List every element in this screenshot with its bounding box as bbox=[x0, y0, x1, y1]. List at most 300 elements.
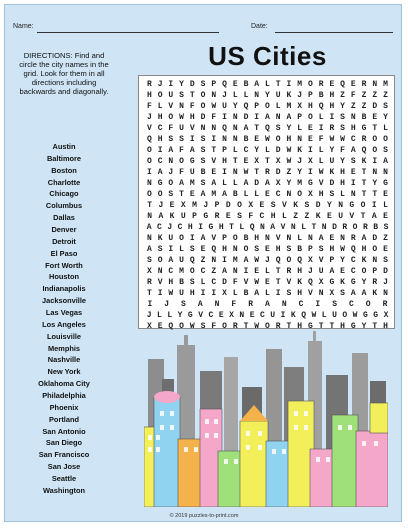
grid-letter[interactable]: O bbox=[200, 91, 206, 100]
grid-letter[interactable]: U bbox=[189, 168, 195, 177]
grid-letter[interactable]: E bbox=[254, 135, 260, 144]
grid-letter[interactable]: H bbox=[222, 245, 227, 254]
grid-letter[interactable]: C bbox=[211, 278, 217, 287]
grid-letter[interactable]: I bbox=[275, 289, 281, 298]
grid-letter[interactable]: S bbox=[383, 256, 388, 265]
grid-letter[interactable]: O bbox=[222, 322, 227, 331]
grid-letter[interactable]: I bbox=[168, 80, 174, 89]
grid-letter[interactable]: W bbox=[243, 168, 249, 177]
grid-letter[interactable]: I bbox=[307, 168, 313, 177]
grid-letter[interactable]: P bbox=[222, 234, 227, 243]
grid-letter[interactable]: S bbox=[383, 102, 388, 111]
grid-letter[interactable]: A bbox=[318, 234, 324, 243]
grid-letter[interactable]: E bbox=[372, 113, 378, 122]
grid-letter[interactable]: A bbox=[146, 223, 152, 232]
grid-letter[interactable]: C bbox=[243, 146, 249, 155]
grid-letter[interactable]: Y bbox=[340, 256, 345, 265]
grid-letter[interactable]: T bbox=[329, 322, 335, 331]
grid-letter[interactable]: O bbox=[179, 234, 184, 243]
grid-letter[interactable]: L bbox=[265, 267, 270, 276]
grid-letter[interactable]: F bbox=[318, 135, 324, 144]
grid-letter[interactable]: A bbox=[146, 245, 152, 254]
grid-letter[interactable]: W bbox=[189, 322, 195, 331]
grid-letter[interactable]: S bbox=[254, 245, 260, 254]
grid-letter[interactable]: V bbox=[282, 201, 287, 210]
grid-letter[interactable]: W bbox=[311, 311, 317, 320]
grid-letter[interactable]: A bbox=[265, 300, 270, 309]
grid-letter[interactable]: Y bbox=[383, 113, 388, 122]
grid-letter[interactable]: A bbox=[243, 256, 249, 265]
grid-letter[interactable]: O bbox=[352, 223, 358, 232]
grid-letter[interactable]: O bbox=[265, 102, 270, 111]
grid-letter[interactable]: W bbox=[286, 157, 292, 166]
grid-letter[interactable]: R bbox=[275, 322, 281, 331]
grid-letter[interactable]: H bbox=[157, 135, 163, 144]
grid-letter[interactable]: U bbox=[338, 212, 343, 221]
grid-letter[interactable]: T bbox=[211, 146, 217, 155]
grid-letter[interactable]: T bbox=[275, 80, 281, 89]
grid-letter[interactable]: H bbox=[286, 135, 292, 144]
grid-letter[interactable]: A bbox=[286, 113, 292, 122]
grid-letter[interactable]: J bbox=[297, 157, 303, 166]
grid-letter[interactable]: O bbox=[157, 256, 163, 265]
grid-letter[interactable]: V bbox=[211, 157, 217, 166]
grid-letter[interactable]: H bbox=[340, 179, 345, 188]
grid-letter[interactable]: A bbox=[270, 223, 276, 232]
grid-letter[interactable]: Q bbox=[265, 124, 270, 133]
grid-letter[interactable]: S bbox=[200, 135, 206, 144]
grid-letter[interactable]: E bbox=[326, 212, 332, 221]
grid-letter[interactable]: Y bbox=[179, 80, 184, 89]
grid-letter[interactable]: X bbox=[275, 157, 281, 166]
grid-letter[interactable]: I bbox=[371, 201, 377, 210]
grid-letter[interactable]: I bbox=[157, 289, 163, 298]
grid-letter[interactable]: Q bbox=[243, 102, 249, 111]
grid-letter[interactable]: X bbox=[254, 157, 260, 166]
grid-letter[interactable]: N bbox=[372, 256, 378, 265]
grid-letter[interactable]: T bbox=[286, 322, 292, 331]
grid-letter[interactable]: L bbox=[232, 179, 238, 188]
grid-letter[interactable]: H bbox=[297, 322, 303, 331]
grid-letter[interactable]: W bbox=[179, 113, 184, 122]
grid-letter[interactable]: G bbox=[208, 223, 214, 232]
grid-letter[interactable]: K bbox=[340, 278, 345, 287]
grid-letter[interactable]: S bbox=[286, 245, 292, 254]
grid-letter[interactable]: D bbox=[332, 223, 337, 232]
grid-letter[interactable]: R bbox=[329, 124, 335, 133]
grid-letter[interactable]: W bbox=[254, 322, 260, 331]
grid-letter[interactable]: E bbox=[340, 267, 345, 276]
grid-letter[interactable]: T bbox=[361, 190, 367, 199]
grid-letter[interactable]: I bbox=[318, 124, 324, 133]
grid-letter[interactable]: J bbox=[203, 201, 209, 210]
grid-letter[interactable]: V bbox=[280, 223, 286, 232]
grid-letter[interactable]: L bbox=[254, 190, 260, 199]
grid-letter[interactable]: U bbox=[168, 234, 174, 243]
grid-letter[interactable]: J bbox=[168, 168, 174, 177]
grid-letter[interactable]: X bbox=[146, 267, 152, 276]
grid-letter[interactable]: G bbox=[157, 179, 163, 188]
grid-letter[interactable]: M bbox=[383, 80, 388, 89]
grid-letter[interactable]: N bbox=[260, 223, 265, 232]
grid-letter[interactable]: I bbox=[146, 168, 152, 177]
grid-letter[interactable]: O bbox=[265, 322, 270, 331]
grid-letter[interactable]: N bbox=[232, 168, 238, 177]
grid-letter[interactable]: N bbox=[211, 256, 217, 265]
grid-letter[interactable]: L bbox=[275, 102, 281, 111]
grid-letter[interactable]: O bbox=[146, 190, 152, 199]
grid-letter[interactable]: N bbox=[290, 223, 296, 232]
grid-letter[interactable]: O bbox=[372, 135, 378, 144]
grid-letter[interactable]: T bbox=[372, 190, 378, 199]
grid-letter[interactable]: P bbox=[372, 267, 378, 276]
grid-letter[interactable]: W bbox=[318, 168, 324, 177]
grid-letter[interactable]: Y bbox=[232, 102, 238, 111]
grid-letter[interactable]: N bbox=[372, 80, 378, 89]
grid-letter[interactable]: X bbox=[275, 179, 281, 188]
grid-letter[interactable]: R bbox=[146, 278, 152, 287]
grid-letter[interactable]: O bbox=[297, 190, 303, 199]
grid-letter[interactable]: B bbox=[297, 245, 303, 254]
grid-letter[interactable]: O bbox=[360, 201, 366, 210]
grid-letter[interactable]: E bbox=[383, 212, 388, 221]
grid-letter[interactable]: K bbox=[293, 201, 299, 210]
grid-letter[interactable]: U bbox=[270, 311, 276, 320]
grid-letter[interactable]: I bbox=[198, 223, 204, 232]
grid-letter[interactable]: V bbox=[189, 124, 195, 133]
grid-letter[interactable]: S bbox=[168, 190, 174, 199]
grid-letter[interactable]: O bbox=[157, 91, 163, 100]
grid-letter[interactable]: U bbox=[179, 256, 184, 265]
grid-letter[interactable]: U bbox=[180, 212, 186, 221]
grid-letter[interactable]: L bbox=[297, 124, 303, 133]
grid-letter[interactable]: E bbox=[265, 190, 270, 199]
grid-letter[interactable]: L bbox=[232, 91, 238, 100]
grid-letter[interactable]: I bbox=[147, 300, 153, 309]
grid-letter[interactable]: E bbox=[350, 80, 356, 89]
grid-letter[interactable]: B bbox=[179, 278, 184, 287]
grid-letter[interactable]: R bbox=[362, 223, 368, 232]
grid-letter[interactable]: U bbox=[318, 267, 324, 276]
grid-letter[interactable]: A bbox=[200, 190, 206, 199]
grid-letter[interactable]: Z bbox=[372, 91, 378, 100]
grid-letter[interactable]: E bbox=[169, 201, 175, 210]
grid-letter[interactable]: I bbox=[329, 113, 335, 122]
grid-letter[interactable]: X bbox=[318, 278, 324, 287]
grid-letter[interactable]: A bbox=[222, 267, 227, 276]
grid-letter[interactable]: P bbox=[307, 245, 313, 254]
grid-letter[interactable]: A bbox=[158, 212, 164, 221]
grid-letter[interactable]: Y bbox=[340, 102, 345, 111]
grid-letter[interactable]: H bbox=[275, 245, 281, 254]
grid-letter[interactable]: M bbox=[211, 190, 217, 199]
grid-letter[interactable]: S bbox=[146, 256, 152, 265]
grid-letter[interactable]: G bbox=[350, 278, 356, 287]
grid-letter[interactable]: N bbox=[239, 311, 245, 320]
grid-letter[interactable]: E bbox=[329, 80, 335, 89]
grid-letter[interactable]: E bbox=[259, 201, 265, 210]
grid-letter[interactable]: C bbox=[349, 300, 354, 309]
grid-letter[interactable]: Z bbox=[304, 212, 310, 221]
grid-letter[interactable]: O bbox=[189, 267, 195, 276]
grid-letter[interactable]: J bbox=[164, 300, 170, 309]
grid-letter[interactable]: A bbox=[361, 289, 367, 298]
grid-letter[interactable]: J bbox=[167, 223, 173, 232]
grid-letter[interactable]: A bbox=[243, 179, 249, 188]
grid-letter[interactable]: Q bbox=[211, 245, 217, 254]
grid-letter[interactable]: T bbox=[146, 289, 152, 298]
grid-letter[interactable]: T bbox=[243, 322, 249, 331]
grid-letter[interactable]: D bbox=[254, 179, 260, 188]
grid-letter[interactable]: C bbox=[260, 311, 265, 320]
grid-letter[interactable]: E bbox=[200, 245, 206, 254]
grid-letter[interactable]: W bbox=[352, 311, 358, 320]
grid-letter[interactable]: X bbox=[222, 289, 227, 298]
grid-letter[interactable]: K bbox=[329, 168, 335, 177]
grid-letter[interactable]: O bbox=[383, 135, 388, 144]
grid-letter[interactable]: I bbox=[315, 300, 321, 309]
grid-letter[interactable]: F bbox=[211, 322, 217, 331]
grid-letter[interactable]: D bbox=[275, 168, 281, 177]
grid-letter[interactable]: S bbox=[200, 80, 206, 89]
grid-letter[interactable]: A bbox=[200, 234, 206, 243]
grid-letter[interactable]: S bbox=[237, 212, 242, 221]
grid-letter[interactable]: C bbox=[168, 267, 174, 276]
grid-letter[interactable]: K bbox=[372, 289, 378, 298]
grid-letter[interactable]: N bbox=[286, 234, 292, 243]
grid-letter[interactable]: Q bbox=[307, 278, 313, 287]
grid-letter[interactable]: N bbox=[146, 234, 152, 243]
grid-letter[interactable]: R bbox=[372, 278, 378, 287]
grid-letter[interactable]: N bbox=[200, 124, 206, 133]
grid-letter[interactable]: M bbox=[179, 267, 184, 276]
grid-letter[interactable]: V bbox=[275, 234, 281, 243]
grid-letter[interactable]: G bbox=[350, 322, 356, 331]
grid-letter[interactable]: W bbox=[340, 135, 345, 144]
grid-letter[interactable]: L bbox=[200, 278, 206, 287]
grid-letter[interactable]: S bbox=[157, 245, 163, 254]
grid-letter[interactable]: R bbox=[318, 80, 324, 89]
grid-letter[interactable]: L bbox=[243, 91, 249, 100]
grid-letter[interactable]: N bbox=[383, 289, 388, 298]
grid-letter[interactable]: T bbox=[360, 212, 366, 221]
grid-letter[interactable]: J bbox=[146, 113, 152, 122]
grid-letter[interactable]: T bbox=[318, 322, 324, 331]
grid-letter[interactable]: C bbox=[157, 223, 162, 232]
grid-letter[interactable]: K bbox=[361, 157, 367, 166]
grid-letter[interactable]: E bbox=[350, 168, 356, 177]
grid-letter[interactable]: R bbox=[350, 234, 356, 243]
grid-letter[interactable]: T bbox=[232, 157, 238, 166]
grid-letter[interactable]: A bbox=[243, 124, 249, 133]
grid-letter[interactable]: H bbox=[189, 113, 195, 122]
grid-letter[interactable]: A bbox=[371, 212, 377, 221]
grid-letter[interactable]: C bbox=[157, 124, 163, 133]
grid-letter[interactable]: E bbox=[329, 234, 335, 243]
grid-letter[interactable]: L bbox=[340, 190, 345, 199]
grid-letter[interactable]: L bbox=[318, 146, 324, 155]
grid-letter[interactable]: V bbox=[318, 256, 324, 265]
grid-letter[interactable]: Q bbox=[222, 80, 227, 89]
grid-letter[interactable]: X bbox=[307, 157, 313, 166]
grid-letter[interactable]: N bbox=[222, 135, 227, 144]
grid-letter[interactable]: X bbox=[229, 311, 234, 320]
grid-letter[interactable]: J bbox=[146, 311, 152, 320]
grid-letter[interactable]: S bbox=[275, 124, 281, 133]
grid-letter[interactable]: T bbox=[361, 168, 367, 177]
grid-letter[interactable]: N bbox=[232, 245, 238, 254]
grid-letter[interactable]: Z bbox=[350, 102, 356, 111]
grid-letter[interactable]: O bbox=[168, 113, 174, 122]
grid-letter[interactable]: G bbox=[383, 179, 388, 188]
grid-letter[interactable]: H bbox=[340, 322, 345, 331]
grid-letter[interactable]: L bbox=[167, 311, 173, 320]
grid-letter[interactable]: G bbox=[203, 212, 209, 221]
grid-letter[interactable]: L bbox=[321, 311, 327, 320]
grid-letter[interactable]: B bbox=[318, 91, 324, 100]
grid-letter[interactable]: J bbox=[297, 91, 303, 100]
grid-letter[interactable]: I bbox=[200, 289, 206, 298]
grid-letter[interactable]: N bbox=[286, 190, 292, 199]
grid-letter[interactable]: V bbox=[198, 311, 204, 320]
grid-letter[interactable]: H bbox=[350, 124, 356, 133]
grid-letter[interactable]: Q bbox=[340, 80, 345, 89]
grid-letter[interactable]: W bbox=[254, 278, 260, 287]
grid-letter[interactable]: I bbox=[307, 146, 313, 155]
grid-letter[interactable]: R bbox=[214, 212, 220, 221]
grid-letter[interactable]: X bbox=[307, 256, 313, 265]
grid-letter[interactable]: N bbox=[179, 102, 184, 111]
grid-letter[interactable]: A bbox=[168, 146, 174, 155]
grid-letter[interactable]: P bbox=[329, 256, 335, 265]
grid-letter[interactable]: K bbox=[297, 278, 303, 287]
grid-letter[interactable]: S bbox=[189, 278, 195, 287]
grid-letter[interactable]: G bbox=[362, 311, 368, 320]
grid-letter[interactable]: N bbox=[265, 234, 270, 243]
grid-letter[interactable]: N bbox=[350, 113, 356, 122]
grid-letter[interactable]: Q bbox=[189, 256, 195, 265]
grid-letter[interactable]: I bbox=[254, 113, 260, 122]
grid-letter[interactable]: H bbox=[340, 168, 345, 177]
grid-letter[interactable]: G bbox=[329, 278, 335, 287]
grid-letter[interactable]: V bbox=[349, 212, 355, 221]
grid-letter[interactable]: P bbox=[222, 146, 227, 155]
grid-letter[interactable]: L bbox=[265, 289, 270, 298]
grid-letter[interactable]: Q bbox=[249, 223, 255, 232]
grid-letter[interactable]: T bbox=[179, 190, 184, 199]
grid-letter[interactable]: O bbox=[237, 201, 242, 210]
grid-letter[interactable]: A bbox=[157, 168, 163, 177]
grid-letter[interactable]: O bbox=[342, 311, 348, 320]
grid-letter[interactable]: C bbox=[350, 267, 356, 276]
grid-letter[interactable]: I bbox=[372, 157, 378, 166]
grid-letter[interactable]: H bbox=[222, 157, 227, 166]
grid-letter[interactable]: R bbox=[342, 223, 348, 232]
grid-letter[interactable]: S bbox=[200, 146, 206, 155]
grid-letter[interactable]: Q bbox=[297, 256, 303, 265]
grid-letter[interactable]: R bbox=[265, 168, 270, 177]
grid-letter[interactable]: V bbox=[243, 278, 249, 287]
grid-letter[interactable]: J bbox=[265, 256, 270, 265]
grid-letter[interactable]: W bbox=[286, 146, 292, 155]
grid-letter[interactable]: E bbox=[232, 80, 238, 89]
grid-letter[interactable]: T bbox=[254, 168, 260, 177]
grid-letter[interactable]: E bbox=[157, 322, 163, 331]
grid-letter[interactable]: S bbox=[200, 322, 206, 331]
grid-letter[interactable]: H bbox=[146, 91, 152, 100]
grid-letter[interactable]: O bbox=[179, 322, 184, 331]
grid-letter[interactable]: G bbox=[189, 157, 195, 166]
grid-letter[interactable]: A bbox=[179, 179, 184, 188]
grid-letter[interactable]: B bbox=[232, 190, 238, 199]
grid-letter[interactable]: Z bbox=[340, 91, 345, 100]
grid-letter[interactable]: T bbox=[361, 179, 367, 188]
grid-letter[interactable]: I bbox=[286, 80, 292, 89]
grid-letter[interactable]: O bbox=[146, 146, 152, 155]
grid-letter[interactable]: Q bbox=[275, 256, 281, 265]
grid-letter[interactable]: N bbox=[321, 223, 327, 232]
grid-letter[interactable]: H bbox=[157, 113, 163, 122]
grid-letter[interactable]: T bbox=[189, 91, 195, 100]
grid-letter[interactable]: S bbox=[329, 190, 335, 199]
grid-letter[interactable]: L bbox=[157, 102, 163, 111]
grid-letter[interactable]: E bbox=[383, 245, 388, 254]
grid-letter[interactable]: C bbox=[298, 300, 304, 309]
grid-letter[interactable]: A bbox=[222, 190, 227, 199]
grid-letter[interactable]: L bbox=[265, 80, 270, 89]
grid-letter[interactable]: U bbox=[179, 289, 184, 298]
grid-letter[interactable]: D bbox=[383, 267, 388, 276]
grid-letter[interactable]: Z bbox=[383, 91, 388, 100]
grid-letter[interactable]: F bbox=[168, 124, 174, 133]
grid-letter[interactable]: O bbox=[286, 256, 292, 265]
grid-letter[interactable]: U bbox=[275, 91, 281, 100]
grid-letter[interactable]: L bbox=[282, 212, 287, 221]
grid-letter[interactable]: L bbox=[222, 179, 227, 188]
grid-letter[interactable]: J bbox=[222, 91, 227, 100]
grid-letter[interactable]: L bbox=[179, 245, 184, 254]
grid-letter[interactable]: O bbox=[372, 245, 378, 254]
grid-letter[interactable]: T bbox=[275, 267, 281, 276]
grid-letter[interactable]: H bbox=[329, 245, 335, 254]
grid-letter[interactable]: Z bbox=[200, 256, 206, 265]
grid-letter[interactable]: N bbox=[232, 124, 238, 133]
grid-letter[interactable]: T bbox=[372, 322, 378, 331]
grid-letter[interactable]: E bbox=[265, 245, 270, 254]
grid-letter[interactable]: E bbox=[383, 190, 388, 199]
grid-letter[interactable]: H bbox=[307, 102, 313, 111]
grid-letter[interactable]: L bbox=[232, 289, 238, 298]
grid-letter[interactable]: O bbox=[168, 179, 174, 188]
grid-letter[interactable]: L bbox=[265, 146, 270, 155]
grid-letter[interactable]: E bbox=[265, 278, 270, 287]
grid-letter[interactable]: A bbox=[265, 113, 270, 122]
grid-letter[interactable]: C bbox=[177, 223, 183, 232]
grid-letter[interactable]: F bbox=[146, 102, 152, 111]
grid-letter[interactable]: F bbox=[179, 146, 184, 155]
grid-letter[interactable]: I bbox=[222, 168, 227, 177]
grid-letter[interactable]: Z bbox=[211, 267, 217, 276]
grid-letter[interactable]: T bbox=[254, 124, 260, 133]
grid-letter[interactable]: N bbox=[214, 300, 220, 309]
grid-letter[interactable]: R bbox=[286, 267, 292, 276]
grid-letter[interactable]: G bbox=[187, 311, 193, 320]
grid-letter[interactable]: N bbox=[147, 212, 153, 221]
grid-letter[interactable]: S bbox=[383, 223, 389, 232]
grid-letter[interactable]: Q bbox=[168, 322, 174, 331]
grid-letter[interactable]: Y bbox=[340, 157, 345, 166]
grid-letter[interactable]: S bbox=[270, 201, 276, 210]
